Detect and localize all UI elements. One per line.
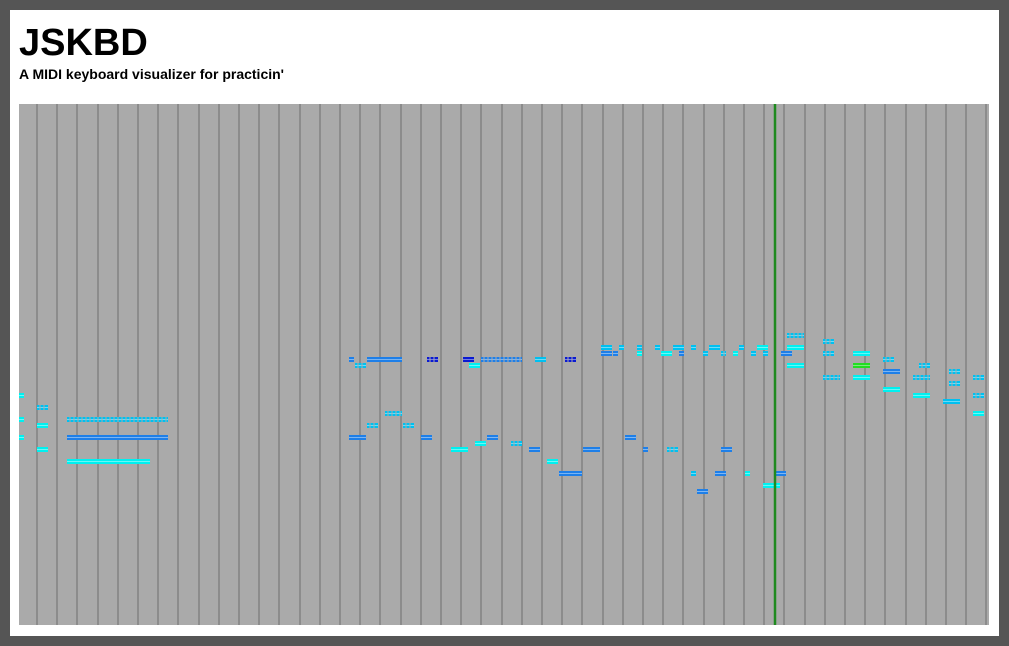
piano-roll-canvas [19,104,989,625]
app-subtitle: A MIDI keyboard visualizer for practicin' [19,66,284,82]
app-title: JSKBD [19,22,148,64]
piano-roll[interactable] [19,104,989,625]
app-panel [10,10,999,636]
